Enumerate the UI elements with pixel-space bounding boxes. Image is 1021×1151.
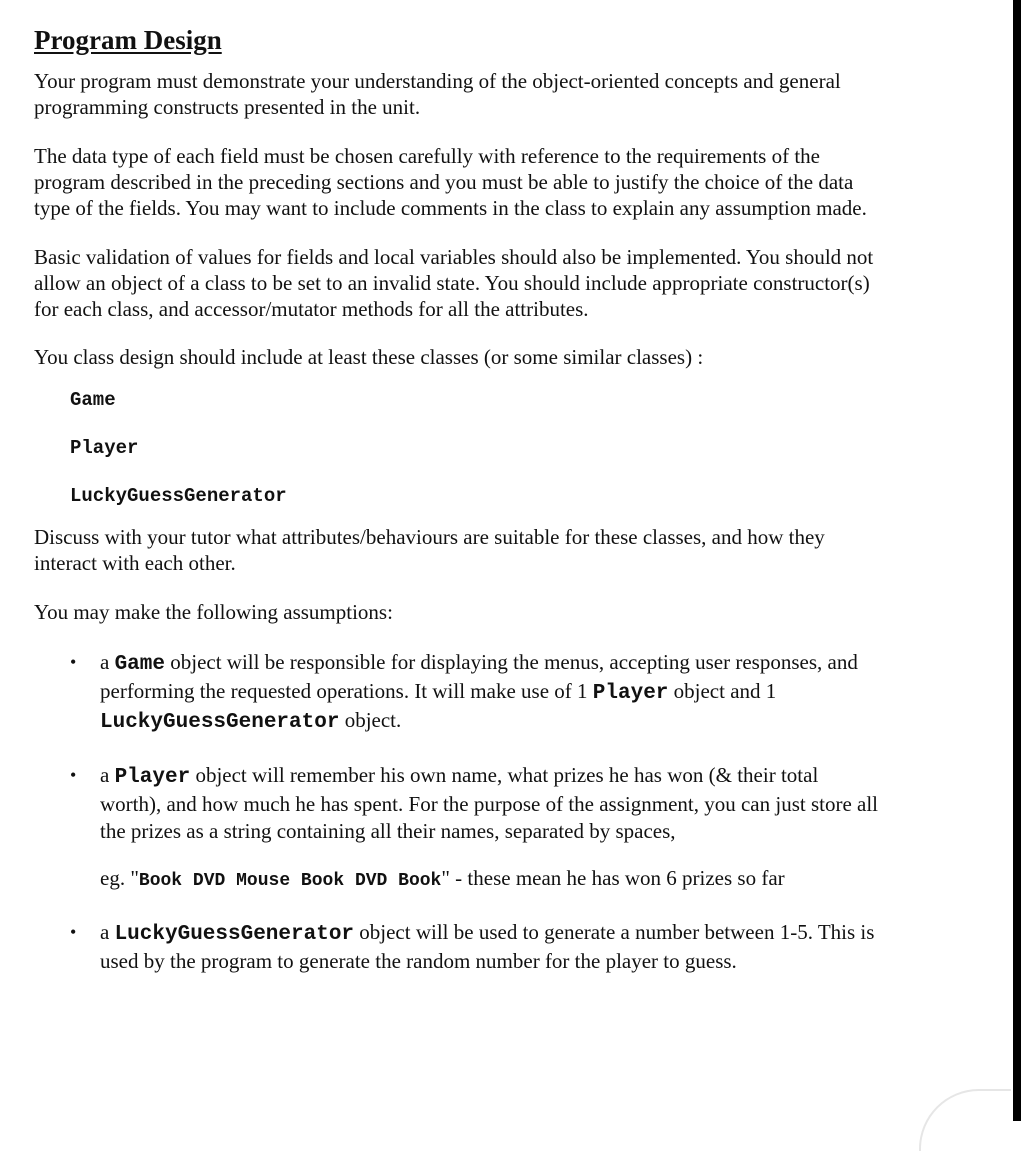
bullet-icon: • [70,652,77,672]
example-prefix: eg. " [100,866,139,890]
code-game: Game [114,653,165,676]
bullet-icon: • [70,765,77,785]
prize-example [100,865,884,895]
paragraph-discuss: Discuss with your tutor what attributes/behaviours are suitable for these classes, and how they interact with each other. [34,525,825,575]
bullet-icon: • [70,922,77,942]
bullet-text: object will remember his own name, what prizes he has won (& their total worth), and how much he has spent. For the purpose of the assignment, you can just store all the prizes as a string containing all their names, separated by spaces, [100,763,879,843]
paragraph-assumptions: You may make the following assumptions: [34,600,393,624]
corner-decoration [919,1089,1011,1151]
code-player: Player [114,766,191,789]
paragraph-validation: Basic validation of values for fields and local variables should also be implemented. You should not allow an object of a class to be set to an invalid state. You should include appropriate constructor(s) for each class, and accessor/mutator methods for all the attributes. [34,245,874,321]
assumption-game [34,649,884,736]
code-player: Player [592,682,669,705]
example-code: Book DVD Mouse Book DVD Book [138,871,442,891]
right-edge-bar [1013,0,1021,1121]
example-suffix: " - these mean he has won 6 prizes so far [441,866,785,890]
paragraph-data-types: The data type of each field must be chosen carefully with reference to the requirements of the program described in the preceding sections and you must be able to justify the choice of the data type of the fields. You may want to include comments in the class to explain any assumption made. [34,144,867,220]
code-lucky-guess-generator: LuckyGuessGenerator [114,923,355,946]
class-list [70,388,884,508]
bullet-prefix: a [100,920,115,944]
class-name-lucky-guess-generator: LuckyGuessGenerator [70,485,287,507]
class-name-player: Player [70,437,139,459]
document-page [34,24,884,975]
paragraph-intro: Your program must demonstrate your understanding of the object-oriented concepts and general programming constructs presented in the unit. [34,69,841,119]
bullet-text: object will be responsible for displaying the menus, accepting user responses, and performing the requested operations. It will make use of 1 [100,650,858,703]
assumption-lucky-guess-generator [34,919,884,975]
bullet-text: object. [339,708,402,732]
assumption-player [34,762,884,895]
bullet-text: object and 1 [668,679,777,703]
class-name-game: Game [70,389,116,411]
bullet-prefix: a [100,650,115,674]
page-title: Program Design [34,25,222,55]
bullet-text: object will be used to generate a number between 1-5. This is used by the program to generate the random number for the player to guess. [100,920,875,973]
bullet-prefix: a [100,763,115,787]
paragraph-class-design: You class design should include at least these classes (or some similar classes) : [34,345,704,369]
assumption-list [34,649,884,975]
code-lucky-guess-generator: LuckyGuessGenerator [100,711,340,734]
